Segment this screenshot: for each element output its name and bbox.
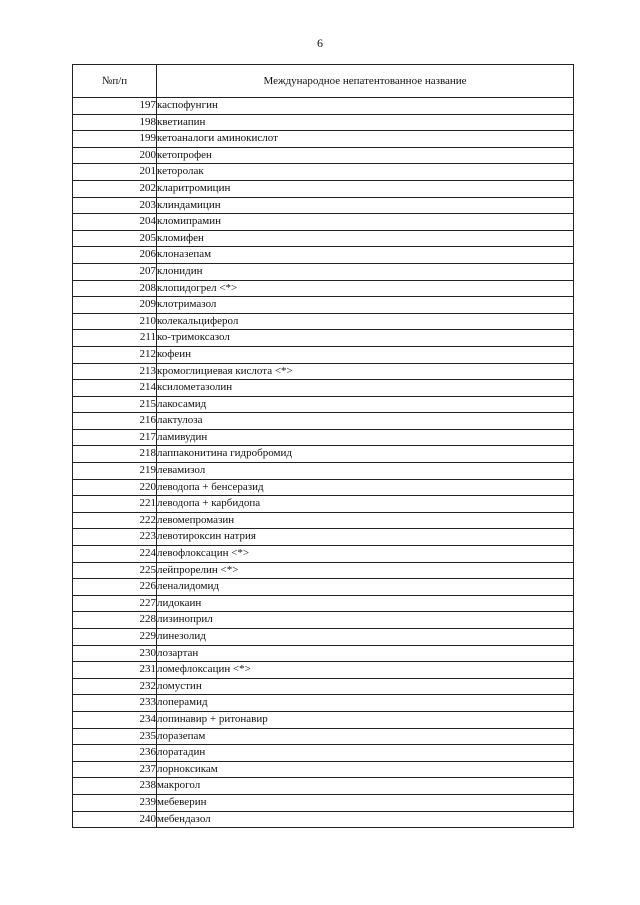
row-number-cell: 209 <box>73 297 157 314</box>
row-number-cell: 229 <box>73 629 157 646</box>
row-number-cell: 224 <box>73 546 157 563</box>
table-row <box>73 396 574 413</box>
row-number-cell: 212 <box>73 346 157 363</box>
table-row <box>73 645 574 662</box>
row-number-cell: 221 <box>73 496 157 513</box>
row-number-cell: 213 <box>73 363 157 380</box>
row-number-cell: 211 <box>73 330 157 347</box>
table-row <box>73 529 574 546</box>
table-row <box>73 380 574 397</box>
table-body <box>73 98 574 828</box>
drug-name-cell: левотироксин натрия <box>157 529 574 546</box>
table-row <box>73 479 574 496</box>
table-row <box>73 629 574 646</box>
drug-name-cell: линезолид <box>157 629 574 646</box>
drug-name-cell: лозартан <box>157 645 574 662</box>
drug-name-cell: кломифен <box>157 230 574 247</box>
row-number-cell: 203 <box>73 197 157 214</box>
row-number-cell: 219 <box>73 463 157 480</box>
drug-name-cell: леводопа + карбидопа <box>157 496 574 513</box>
table-row <box>73 711 574 728</box>
drug-name-cell: лоразепам <box>157 728 574 745</box>
column-header-name: Международное непатентованное название <box>157 65 574 98</box>
drug-name-cell: кветиапин <box>157 114 574 131</box>
drug-name-cell: лаппаконитина гидробромид <box>157 446 574 463</box>
drug-name-cell: мебеверин <box>157 794 574 811</box>
drug-name-cell: ламивудин <box>157 429 574 446</box>
drug-name-cell: ломустин <box>157 678 574 695</box>
drug-name-cell: ксилометазолин <box>157 380 574 397</box>
table-row <box>73 463 574 480</box>
drug-name-cell: левофлоксацин <*> <box>157 546 574 563</box>
row-number-cell: 232 <box>73 678 157 695</box>
drug-name-cell: лорноксикам <box>157 761 574 778</box>
table-row <box>73 429 574 446</box>
table-row <box>73 413 574 430</box>
drug-name-cell: кломипрамин <box>157 214 574 231</box>
row-number-cell: 217 <box>73 429 157 446</box>
row-number-cell: 228 <box>73 612 157 629</box>
drug-name-cell: кофеин <box>157 346 574 363</box>
table-row <box>73 297 574 314</box>
row-number-cell: 216 <box>73 413 157 430</box>
drug-name-cell: кеторолак <box>157 164 574 181</box>
table-row <box>73 761 574 778</box>
row-number-cell: 207 <box>73 263 157 280</box>
table-row <box>73 180 574 197</box>
row-number-cell: 214 <box>73 380 157 397</box>
table-row <box>73 131 574 148</box>
table-row <box>73 363 574 380</box>
table-row <box>73 446 574 463</box>
table-row <box>73 147 574 164</box>
table-row <box>73 562 574 579</box>
row-number-cell: 233 <box>73 695 157 712</box>
row-number-cell: 201 <box>73 164 157 181</box>
table-row <box>73 346 574 363</box>
drug-name-cell: леводопа + бенсеразид <box>157 479 574 496</box>
drug-name-cell: лопинавир + ритонавир <box>157 711 574 728</box>
row-number-cell: 210 <box>73 313 157 330</box>
row-number-cell: 198 <box>73 114 157 131</box>
row-number-cell: 240 <box>73 811 157 828</box>
drug-name-cell: макрогол <box>157 778 574 795</box>
drug-name-cell: кетоаналоги аминокислот <box>157 131 574 148</box>
drug-name-cell: клиндамицин <box>157 197 574 214</box>
drug-name-cell: лактулоза <box>157 413 574 430</box>
table-row <box>73 728 574 745</box>
table-row <box>73 114 574 131</box>
drug-name-cell: лакосамид <box>157 396 574 413</box>
table-row <box>73 612 574 629</box>
drug-name-cell: левомепромазин <box>157 512 574 529</box>
table-row <box>73 214 574 231</box>
row-number-cell: 218 <box>73 446 157 463</box>
table-row <box>73 280 574 297</box>
row-number-cell: 202 <box>73 180 157 197</box>
table-row <box>73 695 574 712</box>
table-row <box>73 778 574 795</box>
row-number-cell: 235 <box>73 728 157 745</box>
drug-name-cell: лидокаин <box>157 595 574 612</box>
table-row <box>73 330 574 347</box>
drug-name-cell: левамизол <box>157 463 574 480</box>
row-number-cell: 225 <box>73 562 157 579</box>
drug-name-cell: клотримазол <box>157 297 574 314</box>
table-row <box>73 662 574 679</box>
table-row <box>73 230 574 247</box>
drug-name-cell: лоперамид <box>157 695 574 712</box>
table-row <box>73 745 574 762</box>
row-number-cell: 226 <box>73 579 157 596</box>
drug-name-cell: ломефлоксацин <*> <box>157 662 574 679</box>
drug-name-cell: лоратадин <box>157 745 574 762</box>
drug-name-cell: лизиноприл <box>157 612 574 629</box>
table-row <box>73 678 574 695</box>
table-row <box>73 197 574 214</box>
drug-name-cell: кромоглициевая кислота <*> <box>157 363 574 380</box>
row-number-cell: 206 <box>73 247 157 264</box>
row-number-cell: 223 <box>73 529 157 546</box>
drug-name-cell: ко-тримоксазол <box>157 330 574 347</box>
row-number-cell: 205 <box>73 230 157 247</box>
row-number-cell: 238 <box>73 778 157 795</box>
drug-table <box>72 64 574 828</box>
table-row <box>73 496 574 513</box>
row-number-cell: 231 <box>73 662 157 679</box>
row-number-cell: 239 <box>73 794 157 811</box>
row-number-cell: 222 <box>73 512 157 529</box>
table-row <box>73 263 574 280</box>
table-row <box>73 794 574 811</box>
drug-name-cell: клопидогрел <*> <box>157 280 574 297</box>
row-number-cell: 204 <box>73 214 157 231</box>
table-row <box>73 164 574 181</box>
table-row <box>73 546 574 563</box>
row-number-cell: 220 <box>73 479 157 496</box>
table-row <box>73 313 574 330</box>
row-number-cell: 236 <box>73 745 157 762</box>
row-number-cell: 230 <box>73 645 157 662</box>
row-number-cell: 200 <box>73 147 157 164</box>
row-number-cell: 237 <box>73 761 157 778</box>
drug-name-cell: каспофунгин <box>157 98 574 115</box>
drug-name-cell: кетопрофен <box>157 147 574 164</box>
table-row <box>73 811 574 828</box>
drug-name-cell: клонидин <box>157 263 574 280</box>
table-row <box>73 579 574 596</box>
table-row <box>73 98 574 115</box>
drug-name-cell: клоназепам <box>157 247 574 264</box>
table-header-row <box>73 65 574 98</box>
row-number-cell: 215 <box>73 396 157 413</box>
table-row <box>73 247 574 264</box>
drug-name-cell: кларитромицин <box>157 180 574 197</box>
drug-name-cell: мебендазол <box>157 811 574 828</box>
row-number-cell: 199 <box>73 131 157 148</box>
row-number-cell: 227 <box>73 595 157 612</box>
row-number-cell: 197 <box>73 98 157 115</box>
row-number-cell: 208 <box>73 280 157 297</box>
drug-name-cell: лейпрорелин <*> <box>157 562 574 579</box>
table-row <box>73 595 574 612</box>
drug-name-cell: колекальциферол <box>157 313 574 330</box>
table-row <box>73 512 574 529</box>
page-number: 6 <box>317 36 323 50</box>
drug-name-cell: леналидомид <box>157 579 574 596</box>
column-header-number: №п/п <box>73 65 157 98</box>
row-number-cell: 234 <box>73 711 157 728</box>
